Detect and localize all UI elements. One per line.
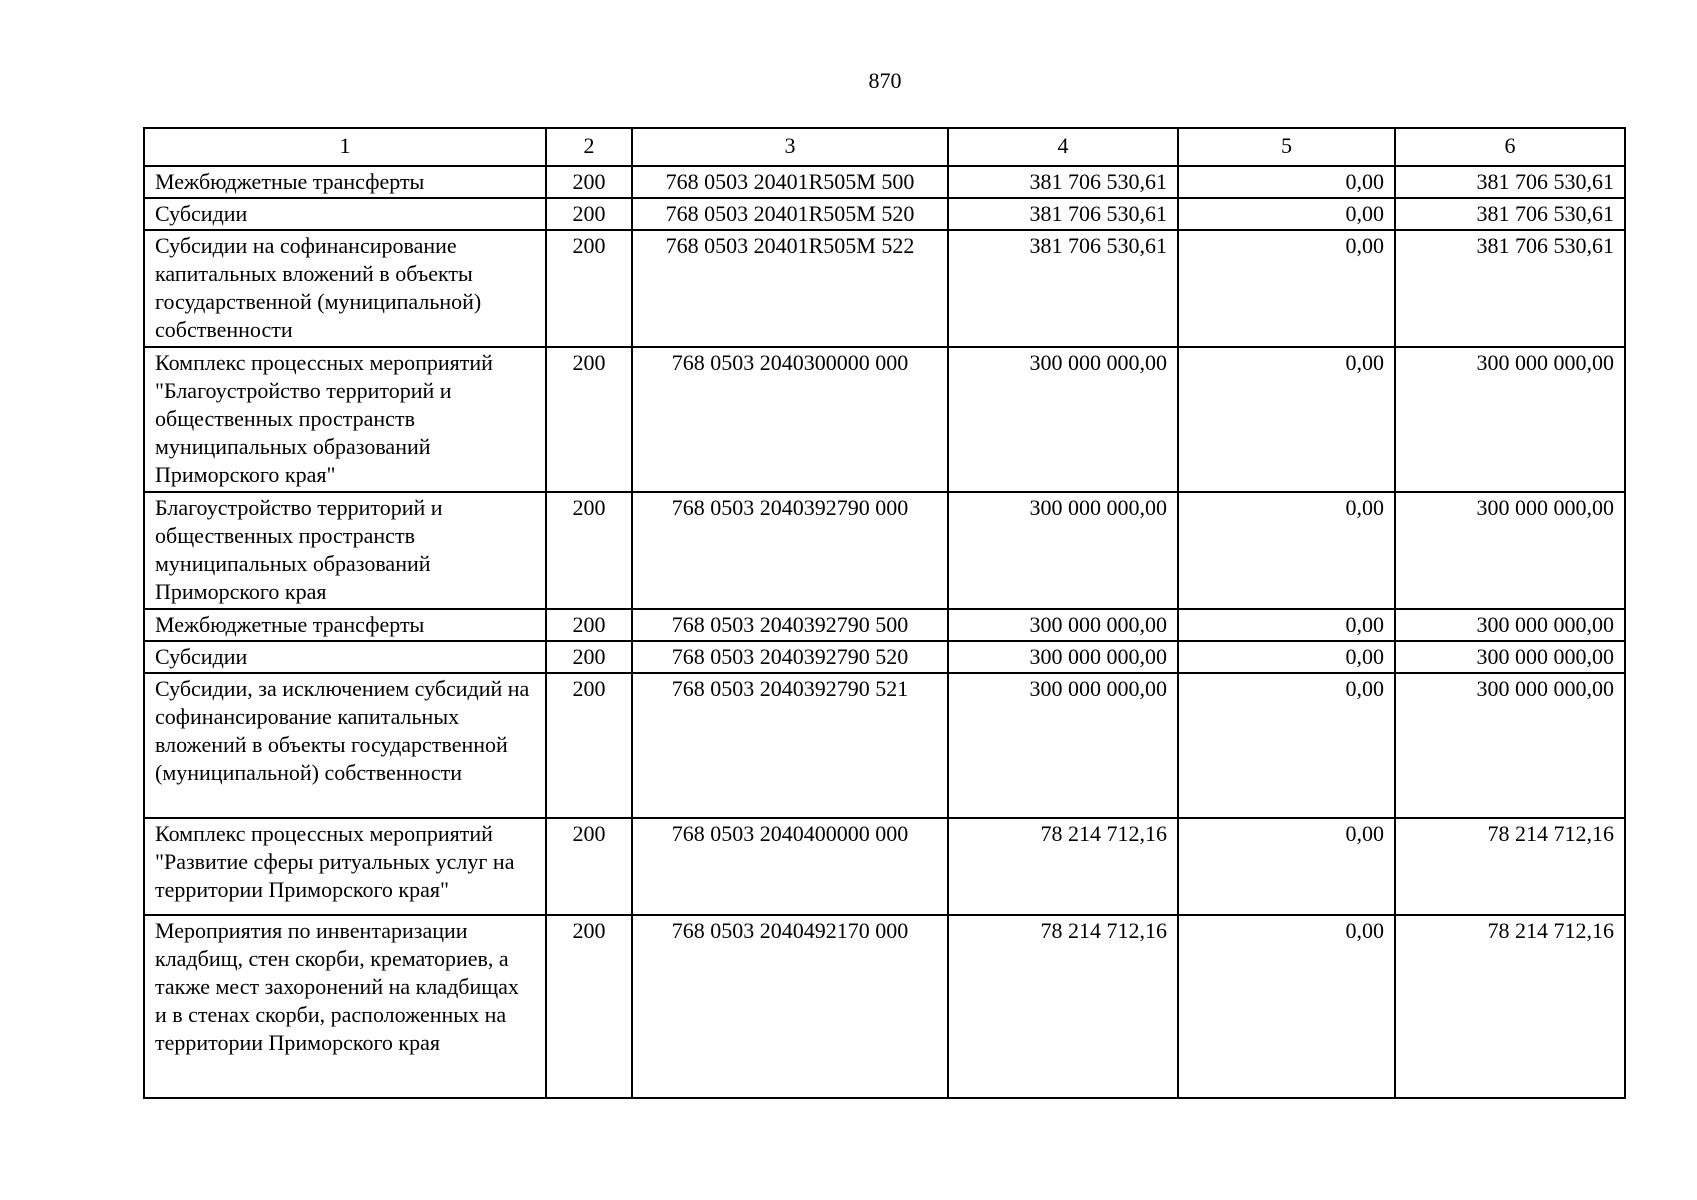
row-col4: 381 706 530,61	[948, 230, 1178, 347]
row-col5: 0,00	[1178, 609, 1395, 641]
row-code: 200	[546, 347, 632, 492]
row-col5: 0,00	[1178, 166, 1395, 198]
row-col6: 300 000 000,00	[1395, 641, 1625, 673]
table-row	[144, 915, 1625, 1098]
row-col5: 0,00	[1178, 230, 1395, 347]
row-col4: 300 000 000,00	[948, 609, 1178, 641]
table-row	[144, 818, 1625, 915]
row-name: Субсидии, за исключением субсидий на софинансирование капитальных вложений в объекты государственной (муниципальной) собственности	[144, 673, 546, 818]
row-col6: 78 214 712,16	[1395, 818, 1625, 915]
table-row	[144, 166, 1625, 198]
column-header: 5	[1178, 128, 1395, 166]
row-col6: 381 706 530,61	[1395, 230, 1625, 347]
row-col6: 300 000 000,00	[1395, 347, 1625, 492]
row-name: Благоустройство территорий и общественных пространств муниципальных образований Приморского края	[144, 492, 546, 609]
row-col5: 0,00	[1178, 818, 1395, 915]
row-code: 200	[546, 915, 632, 1098]
budget-table	[143, 127, 1626, 1099]
row-col5: 0,00	[1178, 198, 1395, 230]
row-col6: 300 000 000,00	[1395, 492, 1625, 609]
table-row	[144, 492, 1625, 609]
row-col4: 381 706 530,61	[948, 198, 1178, 230]
column-header: 2	[546, 128, 632, 166]
row-name: Мероприятия по инвентаризации кладбищ, стен скорби, крематориев, а также мест захоронений на кладбищах и в стенах скорби, расположенных на территории Приморского края	[144, 915, 546, 1098]
row-col5: 0,00	[1178, 641, 1395, 673]
row-col4: 381 706 530,61	[948, 166, 1178, 198]
row-col6: 300 000 000,00	[1395, 609, 1625, 641]
row-name: Межбюджетные трансферты	[144, 609, 546, 641]
row-classification: 768 0503 2040492170 000	[632, 915, 948, 1098]
row-code: 200	[546, 198, 632, 230]
row-classification: 768 0503 2040300000 000	[632, 347, 948, 492]
row-col6: 381 706 530,61	[1395, 198, 1625, 230]
row-col4: 78 214 712,16	[948, 915, 1178, 1098]
row-classification: 768 0503 2040392790 500	[632, 609, 948, 641]
row-classification: 768 0503 2040400000 000	[632, 818, 948, 915]
table-row	[144, 673, 1625, 818]
column-header: 4	[948, 128, 1178, 166]
column-header: 6	[1395, 128, 1625, 166]
row-col5: 0,00	[1178, 915, 1395, 1098]
row-col4: 300 000 000,00	[948, 492, 1178, 609]
row-code: 200	[546, 818, 632, 915]
table-row	[144, 230, 1625, 347]
row-name: Субсидии на софинансирование капитальных вложений в объекты государственной (муниципальной) собственности	[144, 230, 546, 347]
row-col6: 300 000 000,00	[1395, 673, 1625, 818]
column-header: 1	[144, 128, 546, 166]
page-number: 870	[868, 68, 902, 93]
row-name: Комплекс процессных мероприятий "Развитие сферы ритуальных услуг на территории Приморского края"	[144, 818, 546, 915]
row-col4: 300 000 000,00	[948, 673, 1178, 818]
row-name: Субсидии	[144, 198, 546, 230]
row-col5: 0,00	[1178, 673, 1395, 818]
row-classification: 768 0503 2040392790 000	[632, 492, 948, 609]
table-row	[144, 609, 1625, 641]
row-code: 200	[546, 609, 632, 641]
row-classification: 768 0503 2040392790 521	[632, 673, 948, 818]
row-code: 200	[546, 230, 632, 347]
table-row	[144, 641, 1625, 673]
row-col6: 78 214 712,16	[1395, 915, 1625, 1098]
row-col5: 0,00	[1178, 347, 1395, 492]
row-col5: 0,00	[1178, 492, 1395, 609]
row-col4: 300 000 000,00	[948, 641, 1178, 673]
row-col6: 381 706 530,61	[1395, 166, 1625, 198]
row-name: Межбюджетные трансферты	[144, 166, 546, 198]
column-header: 3	[632, 128, 948, 166]
row-col4: 300 000 000,00	[948, 347, 1178, 492]
row-classification: 768 0503 20401R505М 522	[632, 230, 948, 347]
row-code: 200	[546, 673, 632, 818]
row-name: Субсидии	[144, 641, 546, 673]
table-row	[144, 198, 1625, 230]
row-col4: 78 214 712,16	[948, 818, 1178, 915]
row-classification: 768 0503 2040392790 520	[632, 641, 948, 673]
row-code: 200	[546, 166, 632, 198]
row-code: 200	[546, 492, 632, 609]
row-name: Комплекс процессных мероприятий "Благоустройство территорий и общественных пространств муниципальных образований Приморского края"	[144, 347, 546, 492]
row-code: 200	[546, 641, 632, 673]
row-classification: 768 0503 20401R505М 500	[632, 166, 948, 198]
table-row	[144, 347, 1625, 492]
table-header-row	[144, 128, 1625, 166]
row-classification: 768 0503 20401R505М 520	[632, 198, 948, 230]
